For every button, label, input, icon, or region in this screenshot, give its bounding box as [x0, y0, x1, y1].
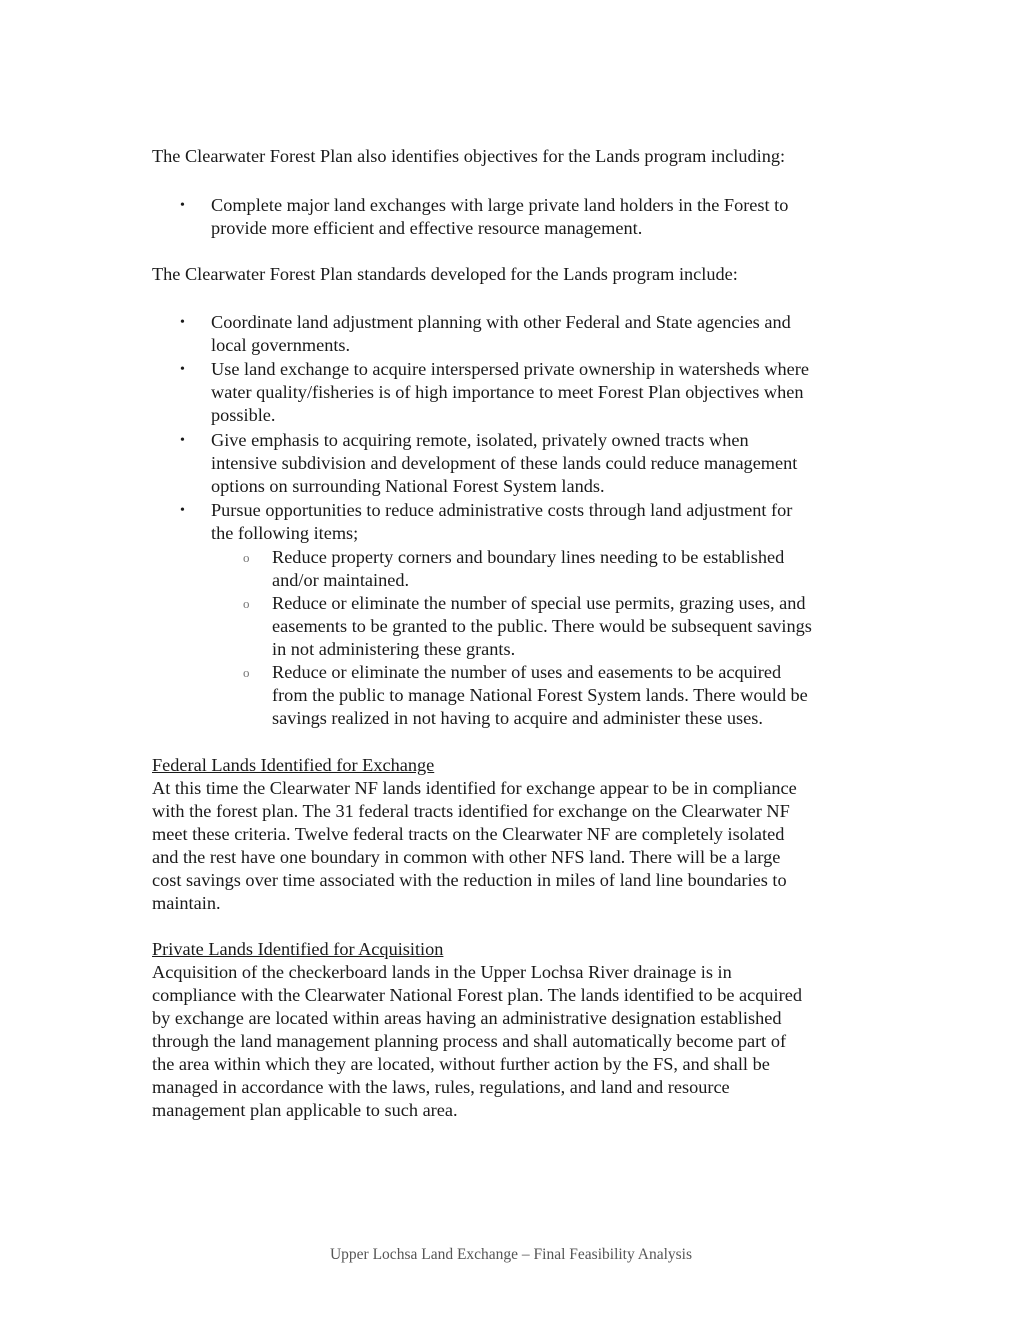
federal-heading: Federal Lands Identified for Exchange: [152, 755, 435, 775]
sub-bullet-icon: o: [243, 596, 250, 611]
private-line: compliance with the Clearwater National Forest plan. The lands identified to be acquired: [152, 985, 802, 1005]
sub-item-line: savings realized in not having to acquire and administer these uses.: [272, 708, 763, 728]
standard-line: Use land exchange to acquire interspersed private ownership in watersheds where: [211, 359, 809, 379]
sub-item-line: and/or maintained.: [272, 570, 410, 590]
bullet-icon: •: [180, 433, 185, 448]
private-line: management plan applicable to such area.: [152, 1100, 458, 1120]
federal-line: and the rest have one boundary in common with other NFS land. There will be a large: [152, 847, 781, 867]
standard-line: local governments.: [211, 335, 351, 355]
federal-line: cost savings over time associated with the reduction in miles of land line boundaries to: [152, 870, 787, 890]
private-line: by exchange are located within areas having an administrative designation established: [152, 1008, 782, 1028]
federal-line: with the forest plan. The 31 federal tracts identified for exchange on the Clearwater NF: [152, 801, 790, 821]
private-line: the area within which they are located, without further action by the FS, and shall be: [152, 1054, 770, 1074]
standard-line: Pursue opportunities to reduce administrative costs through land adjustment for: [211, 500, 793, 520]
federal-line: maintain.: [152, 893, 221, 913]
sub-item-line: in not administering these grants.: [272, 639, 516, 659]
standard-line: Give emphasis to acquiring remote, isolated, privately owned tracts when: [211, 430, 749, 450]
sub-bullet-icon: o: [243, 550, 250, 565]
standard-line: possible.: [211, 405, 276, 425]
standard-line: Coordinate land adjustment planning with other Federal and State agencies and: [211, 312, 791, 332]
bullet-icon: •: [180, 315, 185, 330]
standard-line: options on surrounding National Forest System lands.: [211, 476, 605, 496]
federal-line: meet these criteria. Twelve federal tracts on the Clearwater NF are completely isolated: [152, 824, 785, 844]
page-footer: Upper Lochsa Land Exchange – Final Feasibility Analysis: [329, 1246, 693, 1263]
standard-line: water quality/fisheries is of high importance to meet Forest Plan objectives when: [211, 382, 804, 402]
sub-item-line: easements to be granted to the public. There would be subsequent savings: [272, 616, 812, 636]
standard-line: the following items;: [211, 523, 359, 543]
sub-item-line: Reduce or eliminate the number of uses and easements to be acquired: [272, 662, 782, 682]
standards-intro: The Clearwater Forest Plan standards developed for the Lands program include:: [152, 264, 738, 284]
federal-line: At this time the Clearwater NF lands identified for exchange appear to be in compliance: [152, 778, 797, 798]
sub-item-line: Reduce property corners and boundary lines needing to be established: [272, 547, 785, 567]
private-line: Acquisition of the checkerboard lands in the Upper Lochsa River drainage is in: [152, 962, 732, 982]
sub-bullet-icon: o: [243, 665, 250, 680]
bullet-icon: •: [180, 198, 185, 213]
bullet-icon: •: [180, 503, 185, 518]
sub-item-line: from the public to manage National Forest System lands. There would be: [272, 685, 808, 705]
objective-line: Complete major land exchanges with large private land holders in the Forest to: [211, 195, 789, 215]
objectives-intro: The Clearwater Forest Plan also identifies objectives for the Lands program including:: [152, 146, 786, 166]
bullet-icon: •: [180, 362, 185, 377]
objective-line: provide more efficient and effective resource management.: [211, 218, 643, 238]
standard-line: intensive subdivision and development of these lands could reduce management: [211, 453, 798, 473]
sub-item-line: Reduce or eliminate the number of special use permits, grazing uses, and: [272, 593, 806, 613]
private-line: managed in accordance with the laws, rules, regulations, and land and resource: [152, 1077, 730, 1097]
private-heading: Private Lands Identified for Acquisition: [152, 939, 444, 959]
private-line: through the land management planning process and shall automatically become part of: [152, 1031, 787, 1051]
